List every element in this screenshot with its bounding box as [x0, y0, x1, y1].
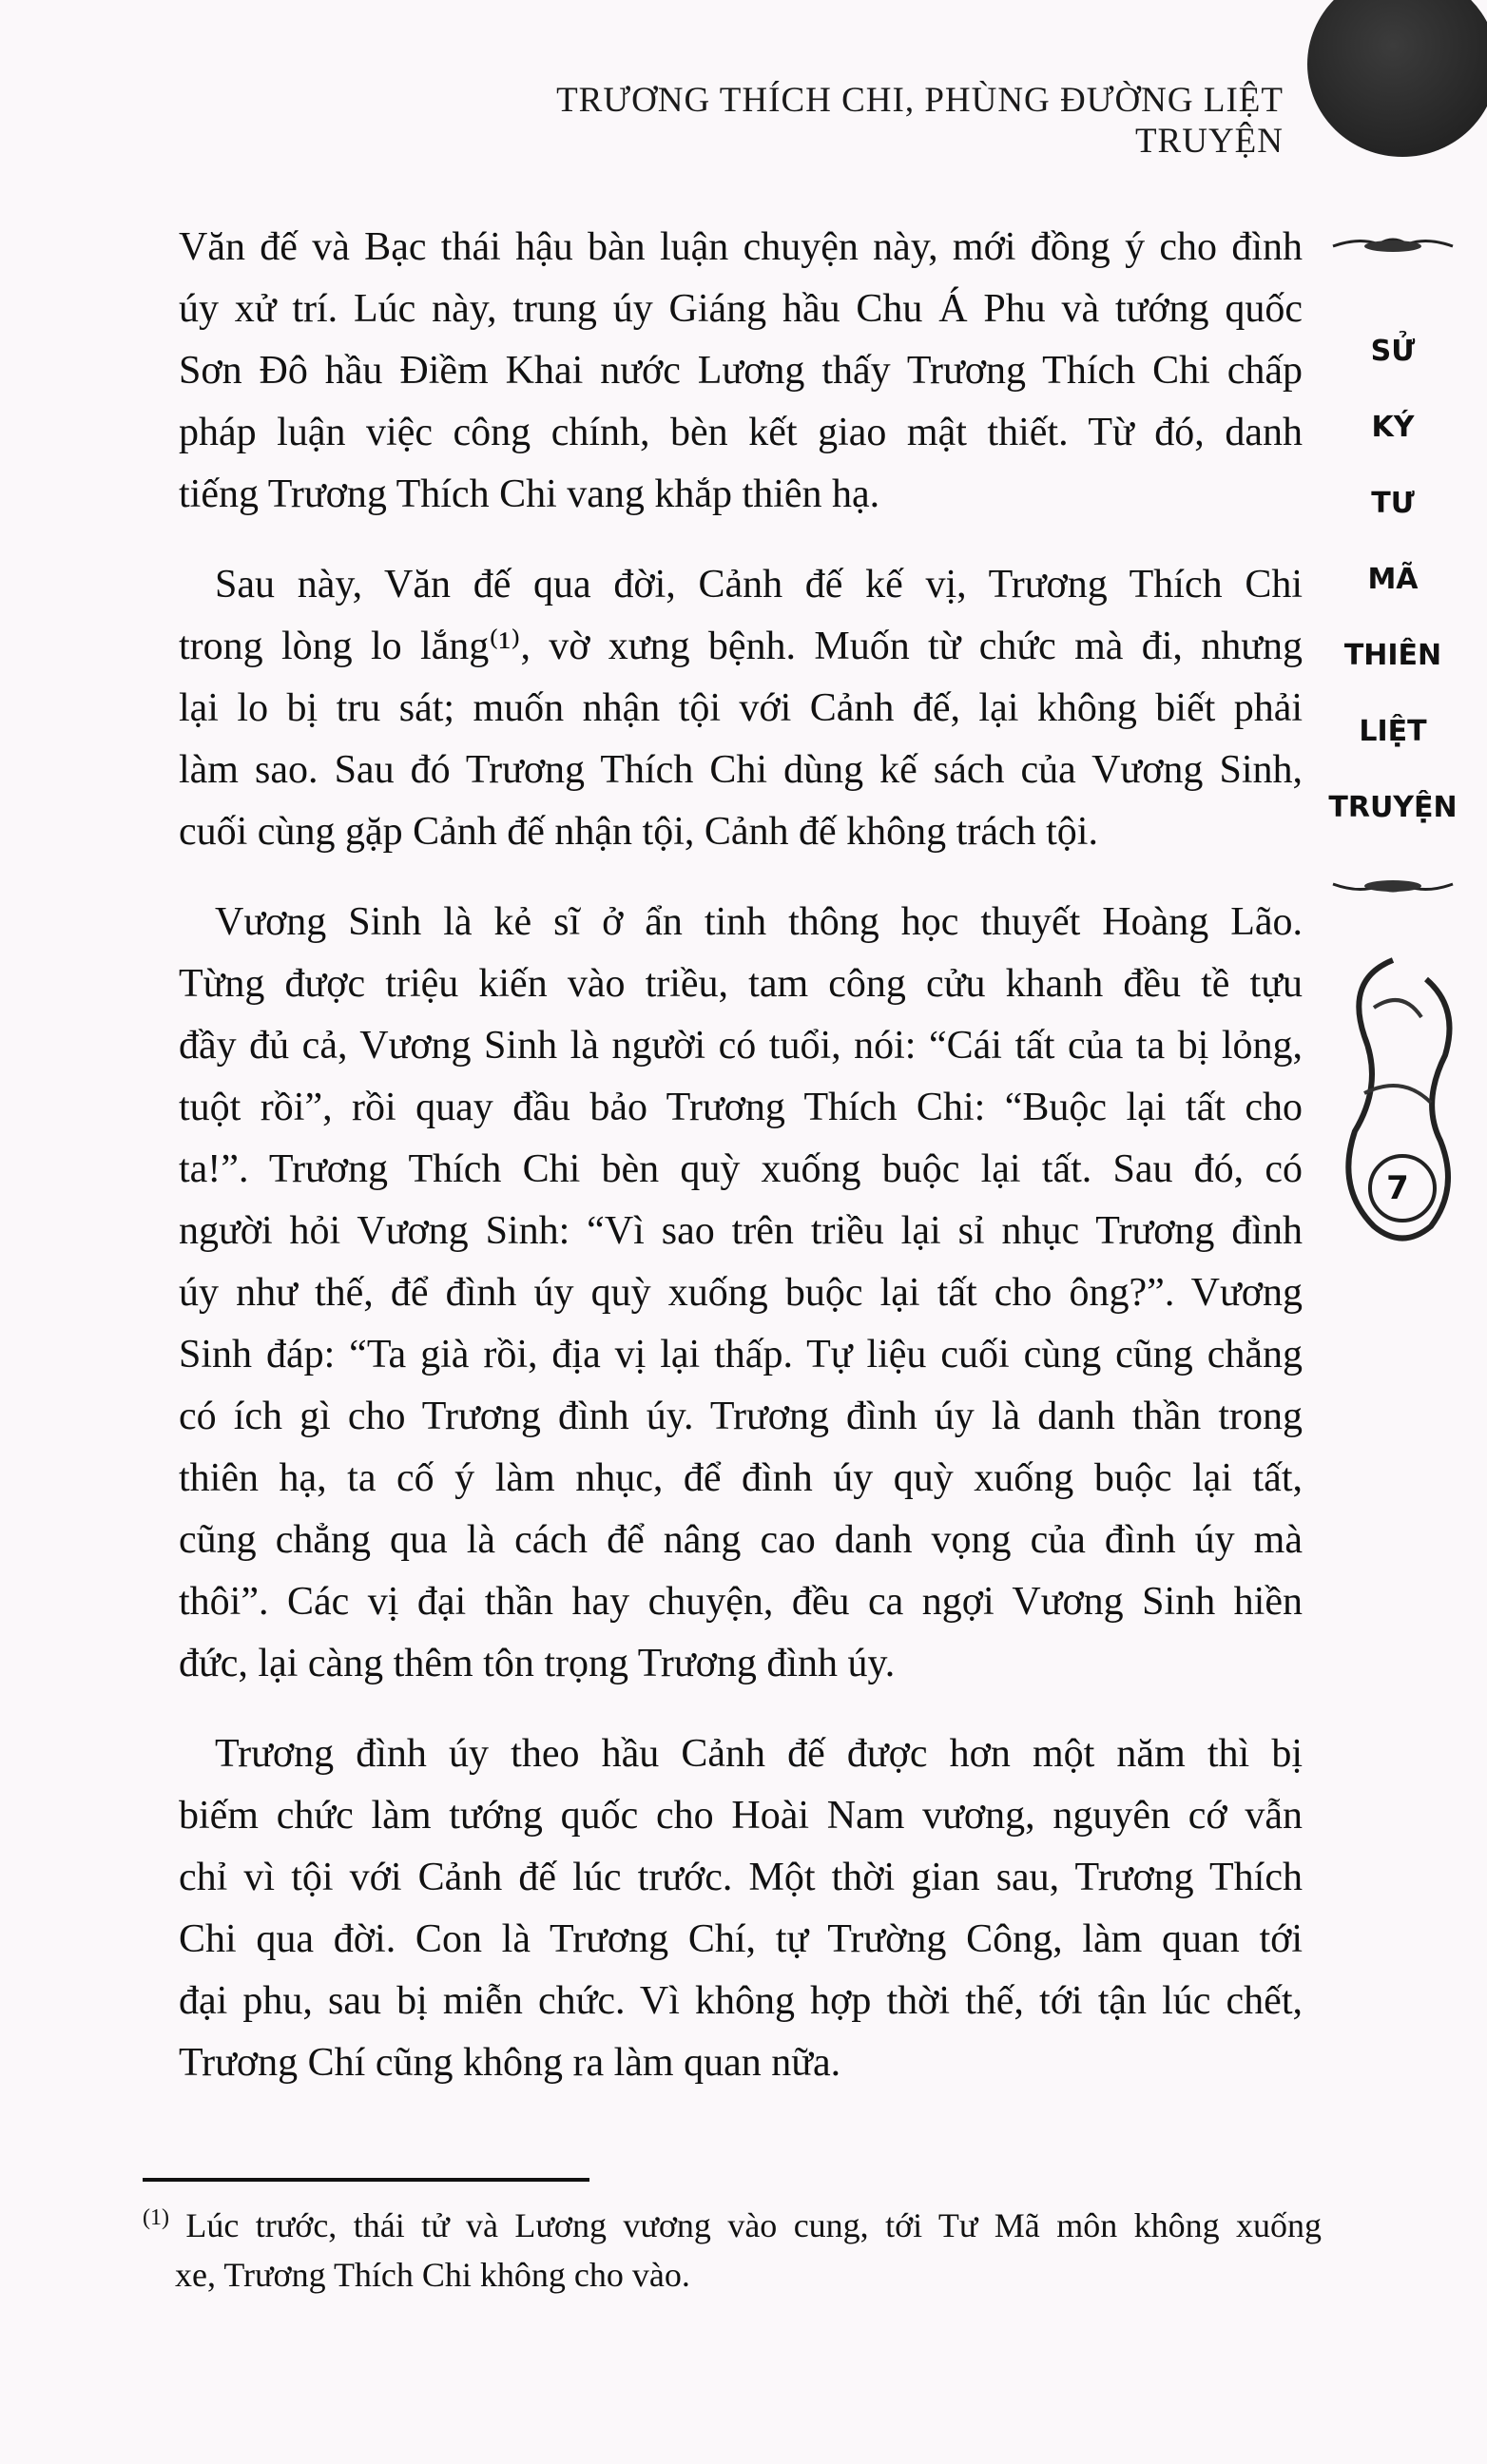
text-line: Sinh đáp: “Ta già rồi, địa vị lại thấp. Tự liệu cuối cùng cũng chẳng	[179, 1333, 1303, 1376]
ornament-divider-icon	[1331, 233, 1455, 256]
text-line: úy như thế, để đình úy quỳ xuống buộc lại tất cho ông?”. Vương	[179, 1271, 1303, 1315]
text-line: tiếng Trương Thích Chi vang khắp thiên hạ.	[179, 472, 880, 516]
text-line: lại lo bị tru sát; muốn nhận tội với Cảnh đế, lại không biết phải	[179, 686, 1303, 730]
text-line: biếm chức làm tướng quốc cho Hoài Nam vương, nguyên cớ vẫn	[179, 1794, 1303, 1838]
paragraph	[179, 217, 1303, 526]
page-number: 7	[1386, 1169, 1409, 1207]
text-line: trong lòng lo lắng⁽¹⁾, vờ xưng bệnh. Muốn từ chức mà đi, nhưng	[179, 625, 1303, 668]
text-line: làm sao. Sau đó Trương Thích Chi dùng kế sách của Vương Sinh,	[179, 748, 1303, 792]
footnote-divider	[143, 2178, 589, 2182]
title-word: SỬ	[1370, 335, 1416, 368]
paragraph	[179, 892, 1303, 1695]
title-word: TƯ	[1371, 487, 1415, 520]
running-head: TRƯƠNG THÍCH CHI, PHÙNG ĐƯỜNG LIỆT TRUYỆN	[556, 81, 1284, 161]
footnote-marker: (1)	[143, 2205, 169, 2230]
text-line: có ích gì cho Trương đình úy. Trương đình úy là danh thần trong	[179, 1395, 1303, 1438]
text-line: thiên hạ, ta cố ý làm nhục, để đình úy quỳ xuống buộc lại tất,	[179, 1456, 1303, 1500]
paragraph	[179, 1723, 1303, 2094]
paragraph	[179, 554, 1303, 863]
text-line: người hỏi Vương Sinh: “Vì sao trên triều lại sỉ nhục Trương đình	[179, 1209, 1303, 1253]
text-line: Chi qua đời. Con là Trương Chí, tự Trường Công, làm quan tới	[179, 1917, 1303, 1961]
footnote-text: Lúc trước, thái tử và Lương vương vào cung, tới Tư Mã môn không xuống	[185, 2206, 1323, 2244]
decorative-circle-emblem	[1307, 0, 1487, 157]
text-line: đầy đủ cả, Vương Sinh là người có tuổi, nói: “Cái tất của ta bị lỏng,	[179, 1024, 1303, 1068]
body-text	[179, 217, 1303, 2123]
ornament-divider-icon	[1331, 875, 1455, 897]
title-word: MÃ	[1367, 563, 1419, 596]
text-line: đức, lại càng thêm tôn trọng Trương đình úy.	[179, 1642, 896, 1685]
text-line: Trương Chí cũng không ra làm quan nữa.	[179, 2041, 841, 2085]
text-line: úy xử trí. Lúc này, trung úy Giáng hầu Chu Á Phu và tướng quốc	[179, 287, 1303, 331]
title-word: LIỆT	[1359, 715, 1427, 748]
vertical-book-title	[1322, 314, 1464, 846]
text-line: cuối cùng gặp Cảnh đế nhận tội, Cảnh đế không trách tội.	[179, 810, 1098, 854]
text-line: đại phu, sau bị miễn chức. Vì không hợp thời thế, tới tận lúc chết,	[179, 1979, 1303, 2023]
text-line: cũng chẳng qua là cách để nâng cao danh vọng của đình úy mà	[179, 1518, 1303, 1562]
title-word: TRUYỆN	[1328, 791, 1458, 824]
text-line: Sau này, Văn đế qua đời, Cảnh đế kế vị, Trương Thích Chi	[215, 563, 1303, 606]
text-line: tuột rồi”, rồi quay đầu bảo Trương Thích Chi: “Buộc lại tất cho	[179, 1086, 1303, 1129]
footnote	[143, 2201, 1322, 2300]
text-line: Văn đế và Bạc thái hậu bàn luận chuyện này, mới đồng ý cho đình	[179, 225, 1303, 269]
title-word: KÝ	[1371, 411, 1415, 444]
footnote-line: xe, Trương Thích Chi không cho vào.	[175, 2256, 690, 2294]
text-line: chỉ vì tội với Cảnh đế lúc trước. Một thời gian sau, Trương Thích	[179, 1856, 1303, 1899]
text-line: Từng được triệu kiến vào triều, tam công cửu khanh đều tề tựu	[179, 962, 1303, 1006]
text-line: Sơn Đô hầu Điềm Khai nước Lương thấy Trương Thích Chi chấp	[179, 349, 1303, 393]
dragon-ornament-icon	[1336, 951, 1464, 1255]
text-line: Vương Sinh là kẻ sĩ ở ẩn tinh thông học thuyết Hoàng Lão.	[215, 900, 1303, 944]
text-line: ta!”. Trương Thích Chi bèn quỳ xuống buộc lại tất. Sau đó, có	[179, 1147, 1303, 1191]
footnote-line	[143, 2201, 1322, 2250]
text-line: pháp luận việc công chính, bèn kết giao mật thiết. Từ đó, danh	[179, 411, 1303, 454]
text-line: thôi”. Các vị đại thần hay chuyện, đều ca ngợi Vương Sinh hiền	[179, 1580, 1303, 1624]
title-word: THIÊN	[1343, 639, 1442, 672]
text-line: Trương đình úy theo hầu Cảnh đế được hơn một năm thì bị	[215, 1732, 1303, 1776]
